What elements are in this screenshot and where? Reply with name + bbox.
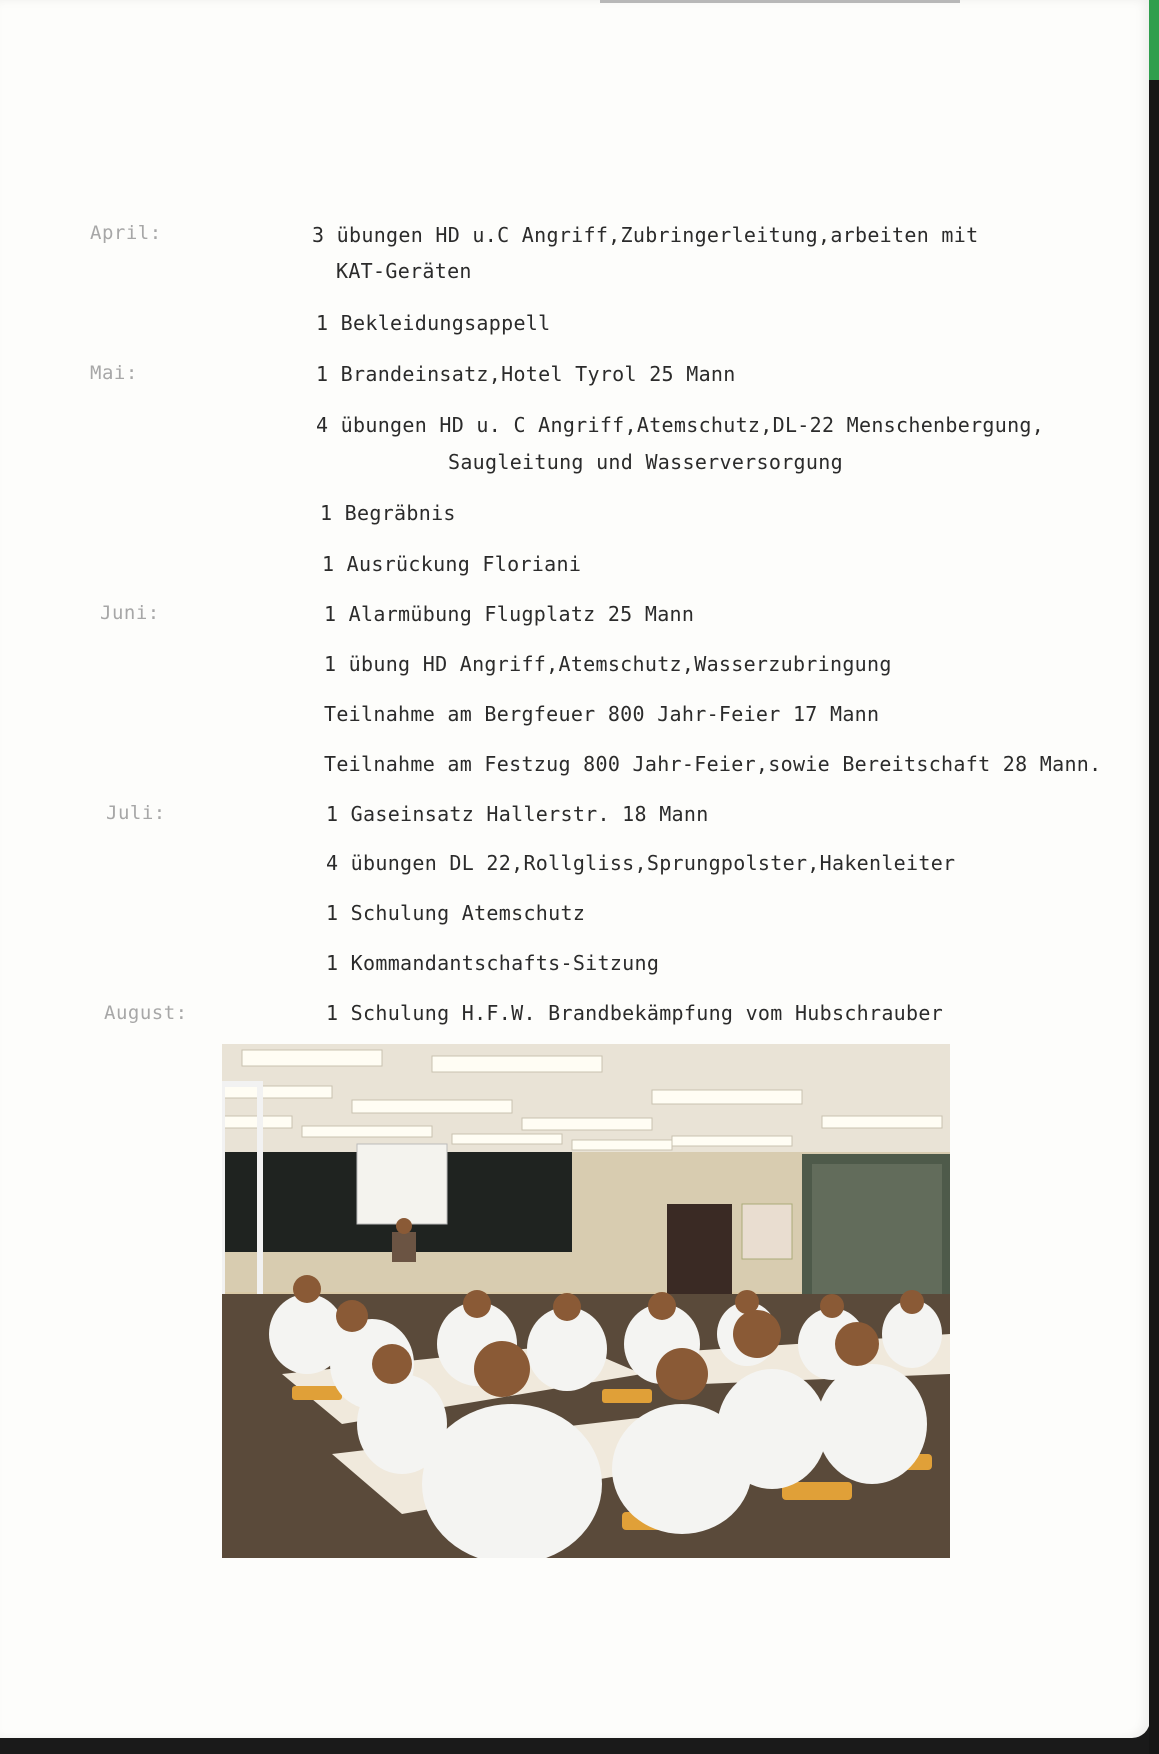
entry-line: 1 Gaseinsatz Hallerstr. 18 Mann: [326, 802, 709, 826]
entry-line: 1 Kommandantschafts-Sitzung: [326, 951, 660, 975]
month-label-april: April:: [90, 222, 162, 244]
month-label-mai: Mai:: [90, 362, 138, 384]
entry-line: Teilnahme am Bergfeuer 800 Jahr-Feier 17 Mann: [324, 702, 880, 726]
entry-line: 4 übungen HD u. C Angriff,Atemschutz,DL-22 Menschenbergung,: [316, 413, 1045, 437]
entry-line: 1 Schulung H.F.W. Brandbekämpfung vom Hubschrauber: [326, 1001, 944, 1025]
scan-border-dark: [1149, 80, 1159, 1754]
scan-border-green: [1149, 0, 1159, 80]
entry-line: KAT-Geräten: [336, 259, 472, 283]
month-label-juli: Juli:: [106, 802, 166, 824]
month-label-august: August:: [104, 1002, 188, 1024]
entry-line: 3 übungen HD u.C Angriff,Zubringerleitung,arbeiten mit: [312, 223, 979, 247]
entry-line: 1 übung HD Angriff,Atemschutz,Wasserzubringung: [324, 652, 892, 676]
entry-line: 1 Ausrückung Floriani: [322, 552, 582, 576]
entry-line: Teilnahme am Festzug 800 Jahr-Feier,sowie Bereitschaft 28 Mann.: [324, 752, 1102, 776]
entry-line: 1 Alarmübung Flugplatz 25 Mann: [324, 602, 695, 626]
entry-line: 1 Schulung Atemschutz: [326, 901, 586, 925]
entry-line: Saugleitung und Wasserversorgung: [448, 450, 843, 474]
entry-line: 4 übungen DL 22,Rollgliss,Sprungpolster,Hakenleiter: [326, 851, 956, 875]
entry-line: 1 Brandeinsatz,Hotel Tyrol 25 Mann: [316, 362, 736, 386]
month-label-juni: Juni:: [100, 602, 160, 624]
classroom-photo: [222, 1044, 950, 1558]
scan-edge-mark: [600, 0, 960, 3]
entry-line: 1 Begräbnis: [320, 501, 456, 525]
entry-line: 1 Bekleidungsappell: [316, 311, 551, 335]
